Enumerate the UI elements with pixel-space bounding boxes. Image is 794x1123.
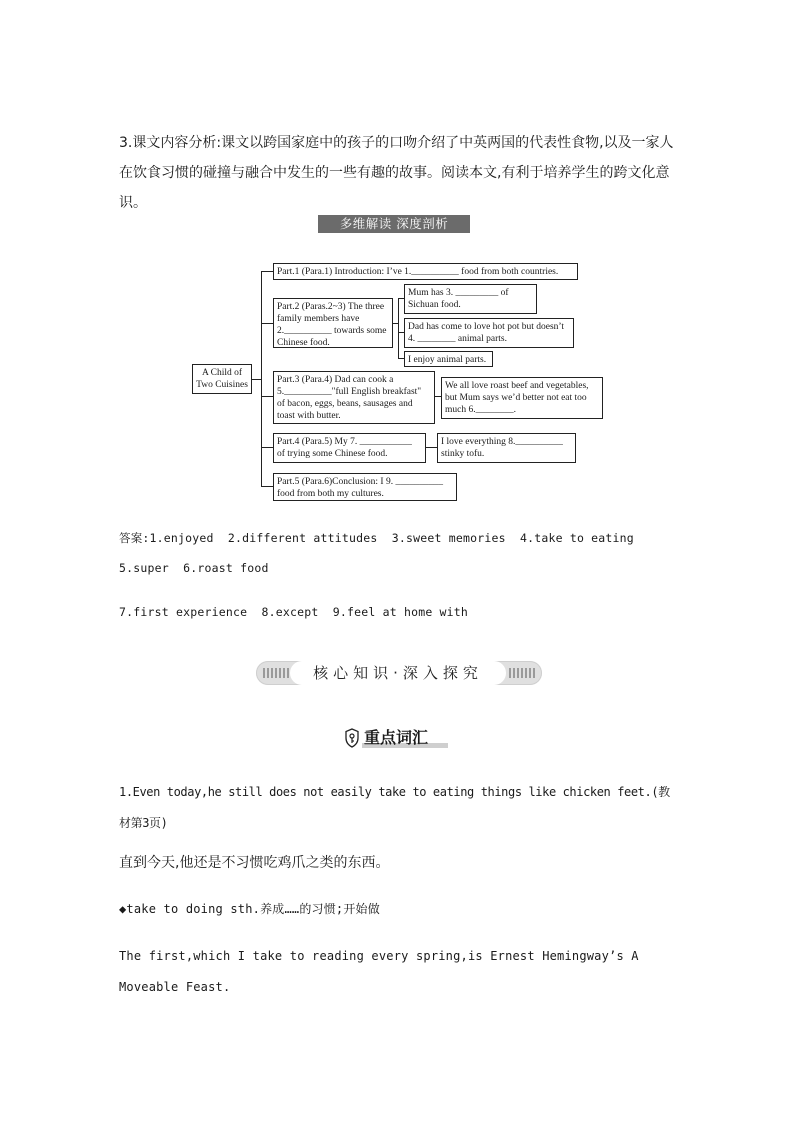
answers-line-2: 5.super 6.roast food — [119, 561, 269, 575]
example-rule: ◆take to doing sth.养成……的习惯;开始做 — [119, 902, 380, 916]
answers-line-1: 答案:1.enjoyed 2.different attitudes 3.sweet memories 4.take to eating — [119, 531, 634, 545]
example-cn: 直到今天,他还是不习惯吃鸡爪之类的东西。 — [119, 855, 390, 871]
connector — [261, 323, 273, 324]
connector — [261, 486, 273, 487]
diagram-mum: Mum has 3. _________ of Sichuan food. — [404, 284, 537, 314]
diagram-part4: Part.4 (Para.5) My 7. ___________ of trying some Chinese food. — [273, 433, 426, 463]
connector — [261, 396, 273, 397]
pill-title: 核心知识·深入探究 — [290, 661, 506, 685]
key-vocab-heading: 重点词汇 — [364, 728, 429, 747]
pill-stripes-left — [263, 668, 289, 678]
key-icon — [344, 728, 360, 748]
example-en: 1.Even today,he still does not easily take to eating things like chicken feet.(教材第3页) — [119, 785, 670, 830]
diagram-root: A Child of Two Cuisines — [192, 364, 252, 394]
connector — [261, 271, 262, 486]
connector — [261, 447, 273, 448]
structure-diagram — [0, 0, 794, 520]
connector — [261, 271, 273, 272]
connector — [398, 298, 399, 358]
diagram-part1: Part.1 (Para.1) Introduction: I’ve 1.__________ food from both countries. — [273, 263, 578, 280]
diagram-part2: Part.2 (Paras.2~3) The three family members have 2.__________ towards some Chinese food. — [273, 298, 393, 348]
diagram-dad: Dad has come to love hot pot but doesn’t 4. ________ animal parts. — [404, 318, 574, 348]
example-sample: The first,which I take to reading every spring,is Ernest Hemingway’s A Moveable Feast. — [119, 949, 639, 994]
pill-stripes-right — [509, 668, 535, 678]
intro-paragraph: 3.课文内容分析:课文以跨国家庭中的孩子的口吻介绍了中英两国的代表性食物,以及一家人在饮食习惯的碰撞与融合中发生的一些有趣的故事。阅读本文,有利于培养学生的跨文化意识。 — [119, 135, 674, 211]
diagram-me: I enjoy animal parts. — [404, 351, 493, 367]
diagram-part3-note: We all love roast beef and vegetables, but Mum says we’d better not eat too much 6.________. — [441, 377, 603, 419]
section-header: 多维解读 深度剖析 — [318, 215, 470, 233]
diagram-part4-note: I love everything 8.__________ stinky tofu. — [437, 433, 576, 463]
diagram-part3: Part.3 (Para.4) Dad can cook a 5.__________"full English breakfast" of bacon, eggs, beans, sausages and toast with butter. — [273, 371, 435, 424]
answers-line-3: 7.first experience 8.except 9.feel at home with — [119, 605, 469, 619]
diagram-part5: Part.5 (Para.6)Conclusion: I 9. __________ food from both my cultures. — [273, 473, 457, 501]
